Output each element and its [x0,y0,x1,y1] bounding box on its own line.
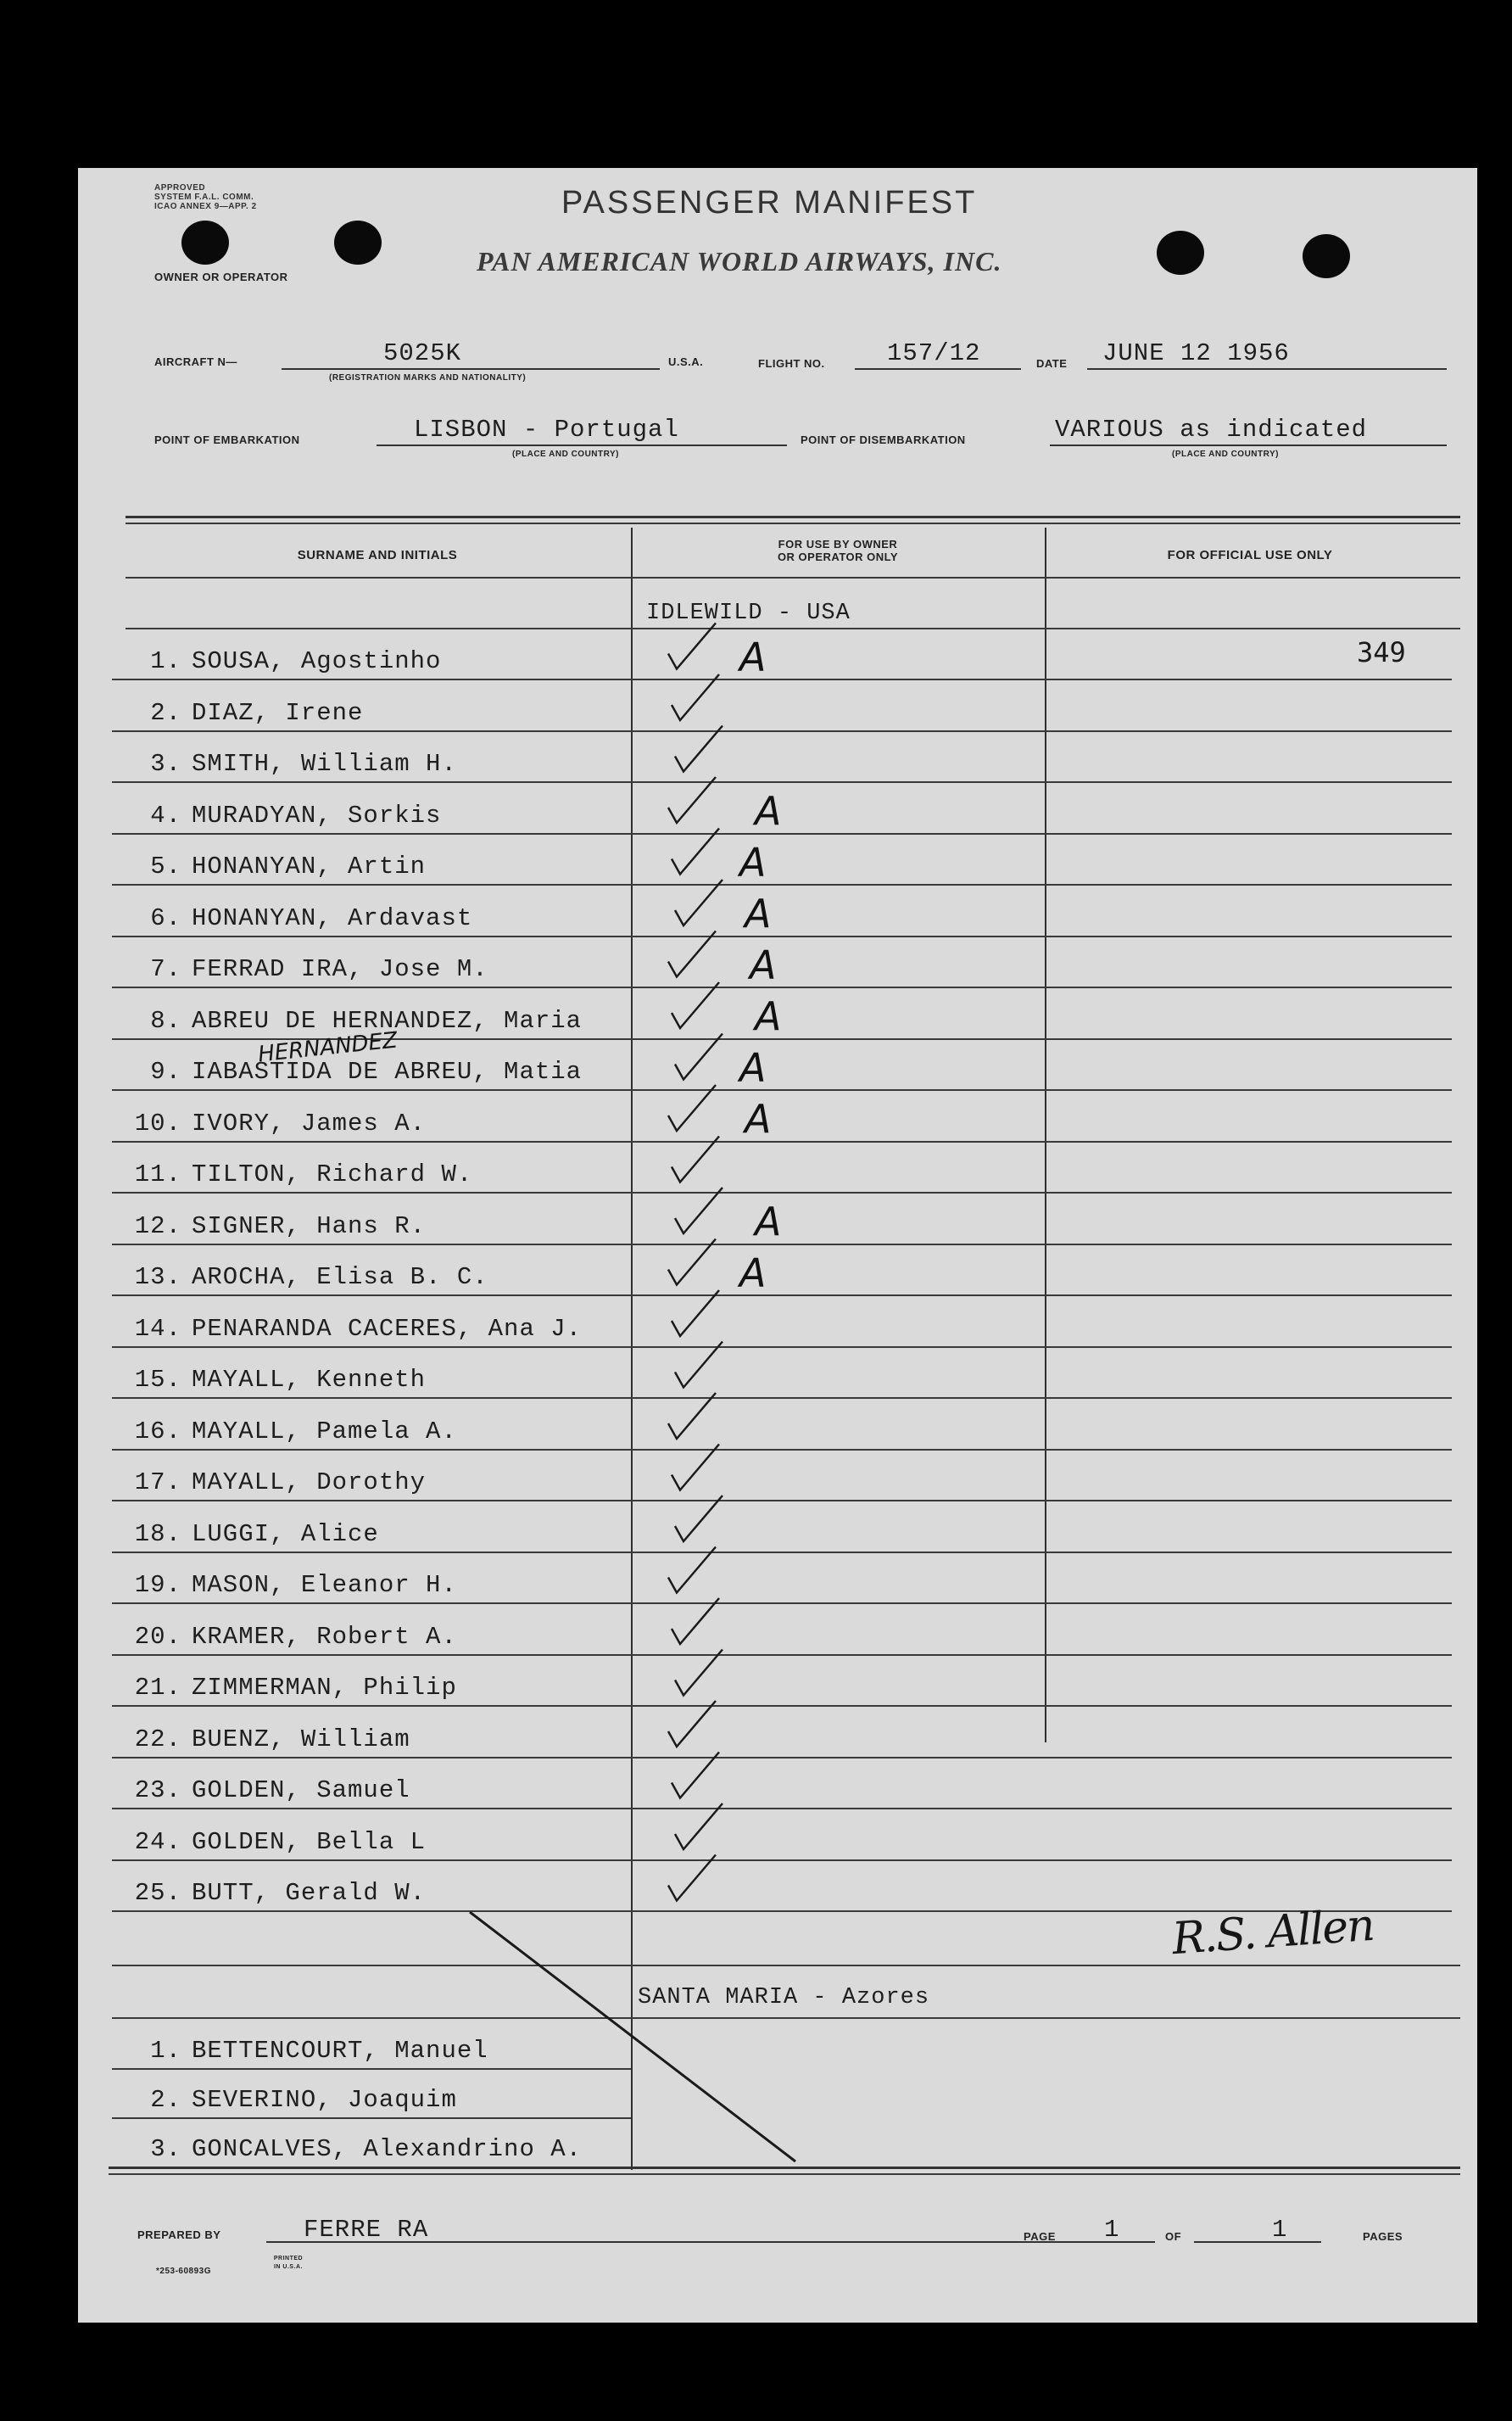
passenger-name: MASON, Eleanor H. [192,1571,457,1599]
check-mark-icon [675,1496,723,1541]
passenger-name: ZIMMERMAN, Philip [192,1674,457,1702]
passenger-name: DIAZ, Irene [192,698,364,727]
passenger-name: TILTON, Richard W. [192,1160,473,1188]
passenger-number: 1. [150,647,181,675]
passenger-number: 25. [134,1879,181,1907]
admission-mark: A [739,1044,767,1091]
form-number: *253-60893G [156,2267,211,2276]
passenger-number: 2. [150,2086,181,2114]
passenger-name: GOLDEN, Bella L [192,1827,427,1856]
check-mark-icon [672,1753,719,1798]
check-mark-icon [675,726,723,772]
passenger-number: 17. [134,1468,181,1496]
admission-mark: A [755,993,782,1039]
passenger-name: HONANYAN, Ardavast [192,903,473,932]
date-label: DATE [1036,357,1068,370]
passenger-number: 4. [150,801,181,830]
printer-mark: PRINTED IN U.S.A. [273,2256,304,2270]
disembark-value: VARIOUS as indicated [1055,416,1368,444]
check-mark-icon [668,1547,716,1593]
check-mark-icon [668,1855,716,1901]
check-mark-icon [675,1650,723,1696]
passenger-number: 21. [134,1674,181,1702]
admission-mark: A [745,1096,772,1142]
check-mark-icon [675,1342,723,1388]
embark-value: LISBON - Portugal [414,416,679,444]
check-mark-icon [668,931,716,977]
passenger-number: 16. [134,1417,181,1445]
passenger-name: ABREU DE HERNANDEZ, Maria [192,1006,583,1035]
check-mark-icon [675,1803,723,1849]
check-mark-icon [668,1239,716,1285]
passenger-number: 7. [150,955,181,983]
of-label: OF [1165,2230,1182,2243]
registration-caption: (REGISTRATION MARKS AND NATIONALITY) [329,373,527,383]
flight-number: 157/12 [887,339,981,367]
passenger-name: IABASTIDA DE ABREU, Matia [192,1058,583,1086]
check-mark-icon [672,1290,719,1336]
official-note: 349 [1357,636,1406,668]
passenger-name: IVORY, James A. [192,1109,427,1138]
admission-mark: A [739,634,767,680]
check-mark-icon [672,829,719,875]
check-mark-icon [672,1137,719,1183]
admission-mark: A [755,788,782,834]
check-mark-icon [668,1085,716,1131]
passenger-number: 24. [134,1827,181,1856]
passenger-number: 13. [134,1263,181,1291]
passenger-number: 9. [150,1058,181,1086]
passenger-name: PENARANDA CACERES, Ana J. [192,1314,583,1343]
strike-through-line [470,1912,795,2161]
passenger-name: MAYALL, Pamela A. [192,1417,457,1445]
approval-line: SYSTEM F.A.L. COMM. [154,193,254,202]
passenger-name: SIGNER, Hans R. [192,1211,427,1240]
column-header-surname: SURNAME AND INITIALS [297,548,458,562]
passenger-name: GONCALVES, Alexandrino A. [192,2135,583,2163]
check-mark-icon [675,1034,723,1080]
passenger-name: MAYALL, Kenneth [192,1366,427,1394]
passenger-number: 2. [150,698,181,727]
passenger-number: 23. [134,1776,181,1804]
passenger-name: SMITH, William H. [192,750,457,778]
check-mark-icon [668,623,716,669]
prepared-by: FERRE RA [304,2216,429,2244]
official-signature: R.S. Allen [1170,1899,1375,1965]
page-total: 1 [1272,2216,1288,2244]
check-mark-icon [668,1393,716,1439]
passenger-name: LUGGI, Alice [192,1519,379,1548]
check-mark-icon [675,880,723,925]
passenger-number: 1. [150,2037,181,2065]
passenger-name: BUENZ, William [192,1725,410,1753]
embark-caption: (PLACE AND COUNTRY) [512,450,619,459]
passenger-number: 5. [150,853,181,881]
page-label: PAGE [1024,2230,1056,2243]
admission-mark: A [750,942,777,988]
passenger-name: AROCHA, Elisa B. C. [192,1263,488,1291]
margin-note-hernandez: HERNANDEZ [256,1027,399,1068]
check-mark-icon [672,1445,719,1490]
check-mark-group [668,623,781,1901]
flight-date: JUNE 12 1956 [1102,339,1290,367]
passenger-number: 3. [150,2135,181,2163]
passenger-number: 15. [134,1366,181,1394]
flight-label: FLIGHT NO. [758,357,825,370]
check-mark-icon [672,674,719,720]
passenger-number: 14. [134,1314,181,1343]
check-mark-icon [668,777,716,823]
passenger-name: MURADYAN, Sorkis [192,801,442,830]
passenger-name: BUTT, Gerald W. [192,1879,427,1907]
aircraft-number: 5025K [383,339,462,367]
passenger-number: 6. [150,903,181,932]
passenger-number: 19. [134,1571,181,1599]
passenger-number: 11. [134,1160,181,1188]
handwriting-layer [78,168,1477,2323]
prepared-label: PREPARED BY [137,2228,221,2241]
manifest-form [78,168,1477,2323]
embark-label: POINT OF EMBARKATION [154,433,300,446]
admission-mark: A [745,891,772,937]
column-header-line: OR OPERATOR ONLY [777,551,899,563]
check-mark-icon [672,1598,719,1644]
passenger-name: SOUSA, Agostinho [192,647,442,675]
column-header-official: FOR OFFICIAL USE ONLY [1167,548,1333,562]
approval-line: APPROVED [154,183,206,193]
destination-santa-maria: SANTA MARIA - Azores [638,1985,930,2010]
check-mark-icon [672,982,719,1028]
passenger-name: KRAMER, Robert A. [192,1622,457,1651]
passenger-name: GOLDEN, Samuel [192,1776,410,1804]
approval-line: ICAO ANNEX 9—APP. 2 [154,202,257,211]
admission-mark: A [739,839,767,886]
destination-idlewild: IDLEWILD - USA [646,601,851,626]
pages-label: PAGES [1363,2230,1403,2243]
disembark-caption: (PLACE AND COUNTRY) [1172,450,1279,459]
column-header-line: FOR USE BY OWNER [778,538,898,551]
owner-label: OWNER OR OPERATOR [154,271,288,283]
page-number: 1 [1104,2216,1120,2244]
passenger-name: BETTENCOURT, Manuel [192,2037,488,2065]
admission-mark: A [739,1250,767,1296]
passenger-number: 22. [134,1725,181,1753]
passenger-name: SEVERINO, Joaquim [192,2086,457,2114]
disembark-label: POINT OF DISEMBARKATION [801,433,966,446]
airline-name: PAN AMERICAN WORLD AIRWAYS, INC. [477,246,1002,277]
passenger-name: MAYALL, Dorothy [192,1468,427,1496]
passenger-number: 20. [134,1622,181,1651]
passenger-number: 8. [150,1006,181,1035]
passenger-name: FERRAD IRA, Jose M. [192,955,488,983]
form-title: PASSENGER MANIFEST [561,185,978,221]
admission-mark: A [755,1199,782,1244]
passenger-number: 3. [150,750,181,778]
check-mark-icon [675,1188,723,1233]
passenger-number: 18. [134,1519,181,1548]
usa-label: U.S.A. [668,355,704,368]
passenger-name: HONANYAN, Artin [192,853,427,881]
passenger-number: 12. [134,1211,181,1240]
passenger-number: 10. [134,1109,181,1138]
aircraft-label: AIRCRAFT N— [154,355,237,368]
check-mark-icon [668,1701,716,1747]
